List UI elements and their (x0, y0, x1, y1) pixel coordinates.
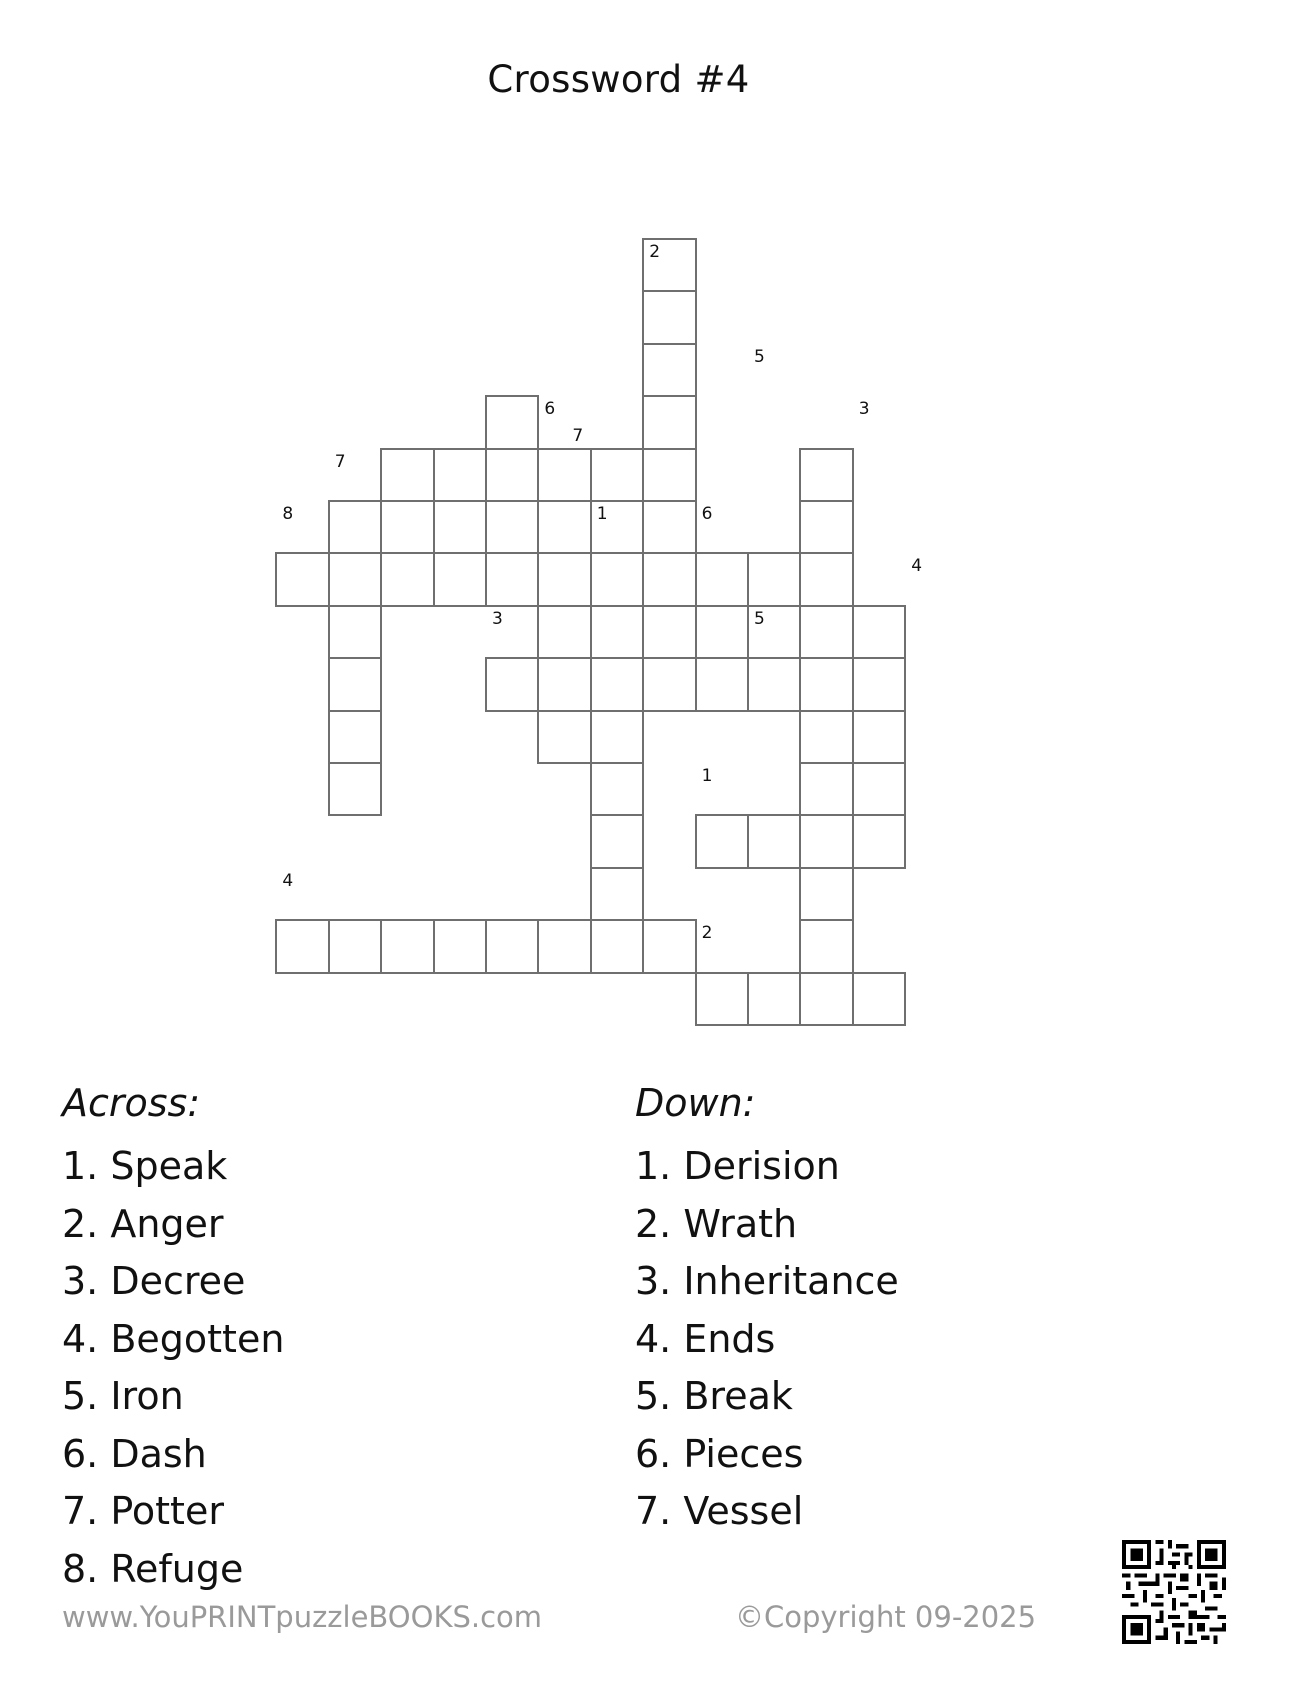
down-clues (635, 1080, 899, 1541)
grid-cell[interactable] (590, 867, 644, 921)
grid-cell[interactable] (799, 814, 853, 868)
grid-cell[interactable] (852, 710, 906, 764)
grid-cell[interactable] (328, 919, 382, 973)
grid-cell[interactable] (799, 867, 853, 921)
grid-cell[interactable] (537, 710, 591, 764)
clue-number: 1 (596, 504, 608, 524)
grid-cell[interactable] (590, 657, 644, 711)
qr-code-icon (1122, 1540, 1226, 1644)
down-heading: Down: (635, 1081, 756, 1125)
across-clue: 8. Refuge (62, 1546, 244, 1591)
grid-cell[interactable] (642, 395, 696, 449)
grid-cell[interactable] (380, 448, 434, 502)
grid-cell[interactable] (485, 500, 539, 554)
grid-cell[interactable] (590, 448, 644, 502)
clue-number: 3 (492, 608, 503, 629)
grid-cell[interactable] (485, 919, 539, 973)
grid-cell[interactable] (747, 972, 801, 1026)
grid-cell[interactable] (590, 710, 644, 764)
across-clue: 7. Potter (62, 1489, 224, 1533)
grid-cell[interactable] (695, 657, 749, 711)
grid-cell[interactable] (328, 710, 382, 764)
grid-cell[interactable] (380, 919, 434, 973)
down-clue: 4. Ends (635, 1316, 776, 1361)
grid-cell[interactable] (590, 762, 644, 816)
grid-cell[interactable] (642, 657, 696, 711)
grid-cell[interactable] (799, 552, 853, 606)
down-clue: 6. Pieces (635, 1431, 804, 1476)
grid-cell[interactable] (642, 448, 696, 502)
grid-cell[interactable] (328, 657, 382, 711)
grid-cell[interactable] (537, 448, 591, 502)
clue-number: 6 (544, 399, 556, 420)
grid-cell[interactable] (642, 500, 696, 554)
down-clue: 1. Derision (635, 1144, 840, 1188)
grid-cell[interactable] (590, 605, 644, 659)
across-clue: 1. Speak (62, 1144, 228, 1188)
grid-cell[interactable] (328, 605, 382, 659)
down-clue: 5. Break (635, 1374, 793, 1418)
down-clue: 2. Wrath (635, 1201, 798, 1246)
across-clue: 5. Iron (62, 1374, 184, 1418)
copyright-notice: ©Copyright 09-2025 (735, 1600, 1037, 1634)
clue-number: 5 (754, 346, 765, 367)
grid-cell[interactable] (380, 500, 434, 554)
grid-cell[interactable] (747, 814, 801, 868)
across-clue: 6. Dash (62, 1431, 207, 1476)
clue-number: 5 (754, 608, 765, 629)
across-heading: Across: (62, 1081, 201, 1125)
grid-cell[interactable] (537, 605, 591, 659)
grid-cell[interactable] (799, 605, 853, 659)
grid-cell[interactable] (799, 657, 853, 711)
grid-cell[interactable] (799, 710, 853, 764)
grid-cell[interactable] (695, 814, 749, 868)
grid-cell[interactable] (590, 814, 644, 868)
grid-cell[interactable] (537, 657, 591, 711)
grid-cell[interactable] (852, 972, 906, 1026)
grid-cell[interactable] (695, 552, 749, 606)
across-clue: 4. Begotten (62, 1316, 285, 1361)
across-clue: 3. Decree (62, 1259, 246, 1303)
clue-number: 4 (282, 870, 294, 891)
grid-cell[interactable] (799, 448, 853, 502)
grid-cell[interactable] (642, 552, 696, 606)
grid-cell[interactable] (799, 972, 853, 1026)
clue-number: 4 (911, 556, 923, 577)
clue-number: 8 (282, 504, 294, 524)
grid-cell[interactable] (485, 552, 539, 606)
grid-cell[interactable] (642, 343, 696, 397)
grid-cell[interactable] (695, 605, 749, 659)
clue-number: 2 (649, 242, 661, 262)
grid-cell[interactable] (433, 448, 487, 502)
website-link[interactable]: www.YouPRINTpuzzleBOOKS.com (62, 1600, 543, 1634)
grid-cell[interactable] (537, 552, 591, 606)
down-clue: 3. Inheritance (635, 1259, 899, 1303)
grid-cell[interactable] (380, 552, 434, 606)
grid-cell[interactable] (275, 919, 329, 973)
grid-cell[interactable] (695, 972, 749, 1026)
grid-cell[interactable] (537, 919, 591, 973)
grid-cell[interactable] (485, 657, 539, 711)
grid-cell[interactable] (799, 919, 853, 973)
grid-cell[interactable] (747, 657, 801, 711)
grid-cell[interactable] (852, 657, 906, 711)
grid-cell[interactable] (590, 919, 644, 973)
grid-cell[interactable] (799, 762, 853, 816)
across-clue: 2. Anger (62, 1201, 224, 1246)
grid-cell[interactable] (852, 605, 906, 659)
clue-number: 7 (572, 426, 584, 447)
grid-cell[interactable] (485, 448, 539, 502)
clue-number: 2 (701, 923, 713, 944)
grid-cell[interactable] (328, 552, 382, 606)
grid-cell[interactable] (433, 919, 487, 973)
grid-cell[interactable] (852, 814, 906, 868)
grid-cell[interactable] (328, 500, 382, 554)
clue-number: 7 (334, 451, 346, 472)
grid-cell[interactable] (852, 762, 906, 816)
across-clues (62, 1080, 284, 1598)
grid-cell[interactable] (328, 762, 382, 816)
clue-number: 3 (858, 399, 870, 420)
grid-cell[interactable] (485, 395, 539, 449)
grid-cell[interactable] (799, 500, 853, 554)
down-clue: 7. Vessel (635, 1489, 804, 1533)
grid-cell[interactable] (433, 552, 487, 606)
grid-cell[interactable] (642, 290, 696, 344)
grid-cell[interactable] (642, 919, 696, 973)
clue-number: 6 (701, 504, 713, 524)
clue-number: 1 (701, 766, 713, 786)
puzzle-title: Crossword #4 (487, 58, 750, 101)
grid-cell[interactable] (747, 552, 801, 606)
grid-cell[interactable] (275, 552, 329, 606)
